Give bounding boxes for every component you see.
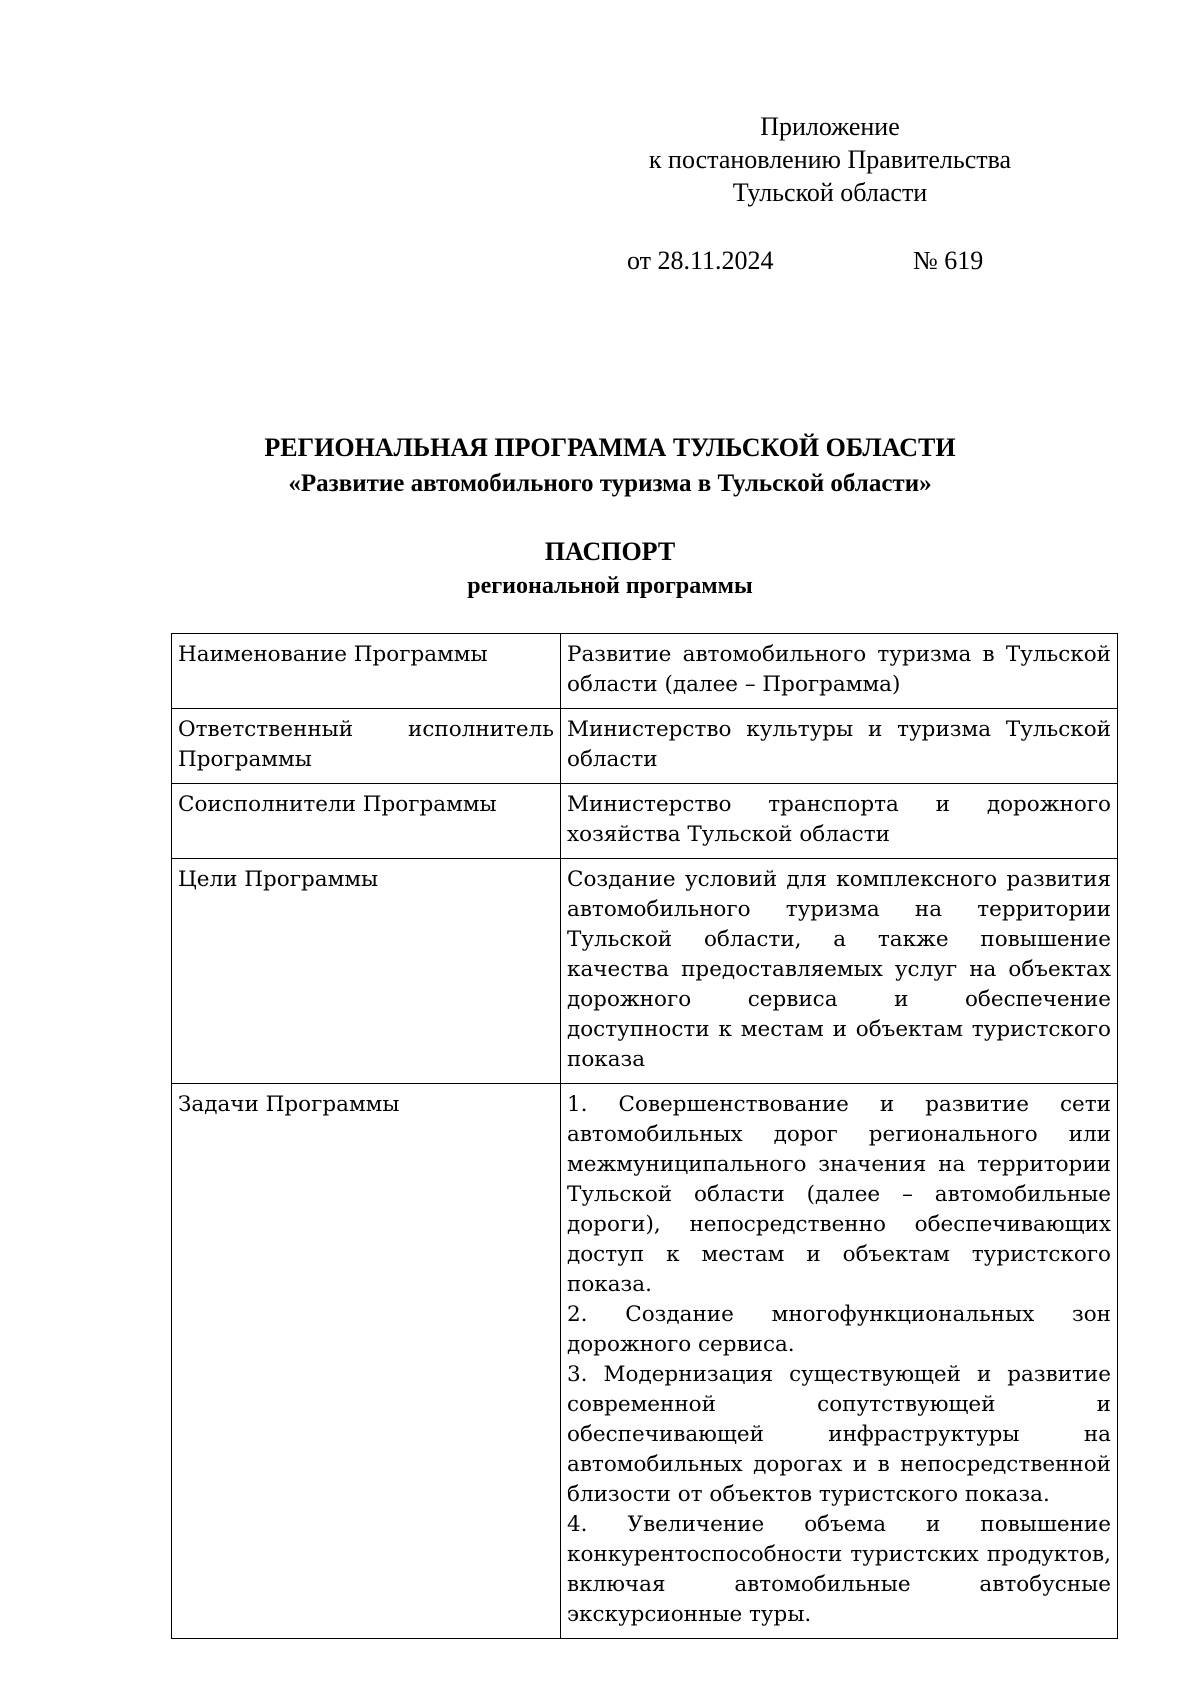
row-label: Задачи Программы — [172, 1084, 561, 1639]
appendix-header — [620, 110, 1040, 209]
passport-table — [171, 633, 1118, 1639]
row-label: Наименование Программы — [172, 634, 561, 709]
table-row — [172, 634, 1118, 709]
table-row — [172, 709, 1118, 784]
program-subtitle: «Развитие автомобильного туризма в Тульской области» — [288, 470, 932, 497]
row-value: Создание условий для комплексного развития автомобильного туризма на территории Тульской области, а также повышение качества предоставляемых услуг на объектах дорожного сервиса и обеспечение доступности к местам и объектам туристского показа — [561, 859, 1118, 1084]
program-title: РЕГИОНАЛЬНАЯ ПРОГРАММА ТУЛЬСКОЙ ОБЛАСТИ — [264, 433, 956, 462]
row-value: Министерство транспорта и дорожного хозяйства Тульской области — [561, 784, 1118, 859]
table-row — [172, 1084, 1118, 1639]
table-row — [172, 784, 1118, 859]
resolution-date: от 28.11.2024 — [627, 246, 774, 275]
passport-subheading: региональной программы — [467, 573, 753, 599]
task-item: 2. Создание многофункциональных зон дорожного сервиса. — [567, 1302, 1111, 1357]
resolution-number: № 619 — [913, 246, 984, 275]
table-row — [172, 859, 1118, 1084]
row-value: Министерство культуры и туризма Тульской области — [561, 709, 1118, 784]
row-label: Соисполнители Программы — [172, 784, 561, 859]
appendix-line-1: Приложение — [760, 112, 900, 141]
task-item: 4. Увеличение объема и повышение конкурентоспособности туристских продуктов, включая автомобильные автобусные экскурсионные туры. — [567, 1512, 1111, 1627]
row-value: Развитие автомобильного туризма в Тульской области (далее – Программа) — [561, 634, 1118, 709]
tasks-list — [561, 1084, 1118, 1639]
appendix-line-3: Тульской области — [732, 178, 928, 207]
task-item: 3. Модернизация существующей и развитие современной сопутствующей и обеспечивающей инфраструктуры на автомобильных дорогах и в непосредственной близости от объектов туристского показа. — [567, 1362, 1111, 1507]
passport-heading: ПАСПОРТ — [544, 537, 676, 566]
task-item: 1. Совершенствование и развитие сети автомобильных дорог регионального или межмуниципального значения на территории Тульской области (далее – автомобильные дороги), непосредственно обеспечивающих доступ к местам и объектам туристского показа. — [567, 1092, 1111, 1297]
row-label: Цели Программы — [172, 859, 561, 1084]
row-label: Ответственный исполнитель Программы — [172, 709, 561, 784]
appendix-line-2: к постановлению Правительства — [648, 145, 1012, 174]
